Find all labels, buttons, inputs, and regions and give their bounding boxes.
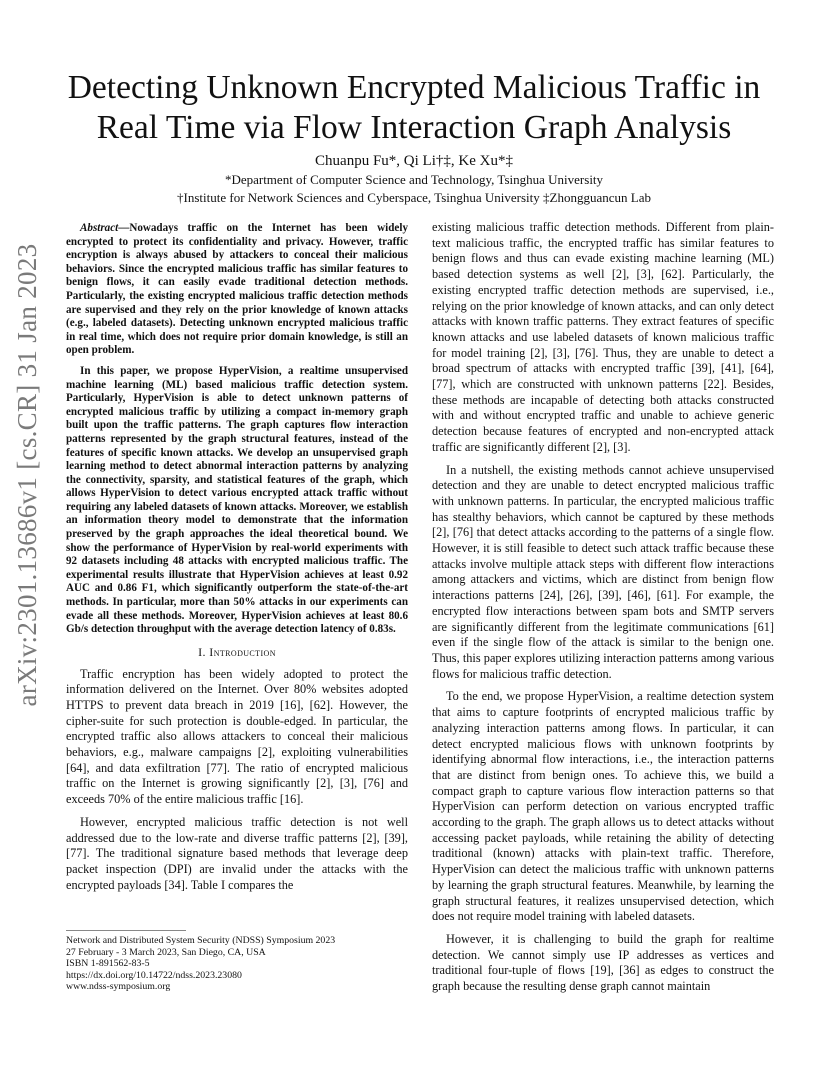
section-heading-introduction: I. Introduction: [198, 644, 276, 659]
footnote: [66, 935, 408, 993]
intro-paragraph-1: Traffic encryption has been widely adopted to protect the information delivered on the Internet. Over 80% websites adopted HTTPS to prevent data breach in 2019 [16], [62]. However, the cipher-suite for such protection is double-edged. In particular, the encrypted traffic also allows attackers to conceal their malicious behaviors, e.g., malware campaigns [2], exploiting vulnerabilities [64], and data exfiltration [77]. The ratio of encrypted malicious traffic on the Internet is growing significantly [2], [3], [76] and exceeds 70% of the entire malicious traffic [16].: [66, 666, 408, 807]
footnote-line: Network and Distributed System Security (NDSS) Symposium 2023: [66, 935, 336, 946]
abstract-paragraph-1: [66, 222, 408, 358]
paper-title: Detecting Unknown Encrypted Malicious Traffic in Real Time via Flow Interaction Graph Analysis: [67, 69, 761, 146]
abstract-lead: Abstract: [80, 222, 119, 234]
footnote-rule: [66, 930, 186, 931]
right-paragraph-2: To the end, we propose HyperVision, a realtime detection system that aims to capture footprints of encrypted malicious traffic by analyzing interaction patterns among flows. In particular, it can detect encrypted malicious flows with unknown footprints by identifying abnormal flow interactions, i.e., the interaction patterns that are distinct from benign ones. To achieve this, we build a compact graph to capture various flow interaction patterns so that HyperVision can perform detection on various encrypted traffic according to the graph. The graph allows us to detect attacks without accessing packet payloads, while retaining the ability of detecting traditional (known) attacks with plain-text traffic. Therefore, HyperVision can detect the malicious traffic with unknown patterns by learning the graph structural features. Meanwhile, by learning the graph structural features, it realizes unsupervised detection, which does not require model training with labeled datasets.: [432, 689, 774, 924]
right-paragraph-1: In a nutshell, the existing methods cannot achieve unsupervised detection and they are unable to detect encrypted malicious traffic with unknown patterns. In particular, the encrypted malicious traffic has stealthy behaviors, which cannot be captured by these methods [2], [76] that detect attacks according to the patterns of a single flow. However, it is still feasible to detect such attack traffic because these attacks involve multiple attack steps with different flow interactions among attackers and victims, which are distinct from benign flow interactions patterns [24], [26], [39], [46], [61]. For example, the encrypted flow interactions between spam bots and SMTP servers are significantly different from the legitimate communications [61] even if the single flow of the attack is similar to the benign one. Thus, this paper explores utilizing interaction patterns among various flows for malicious traffic detection.: [432, 462, 774, 681]
left-column: [66, 222, 408, 900]
abstract-paragraph-2: In this paper, we propose HyperVision, a realtime unsupervised machine learning (ML) based malicious traffic detection system. Particularly, HyperVision is able to detect unknown patterns of encrypted malicious traffic by utilizing a compact in-memory graph built upon the traffic patterns. The graph captures flow interaction patterns represented by the graph structural features, instead of the features of specific known attacks. We develop an unsupervised graph learning method to detect abnormal interaction patterns by analyzing the connectivity, sparsity, and statistical features of the graph, which allows HyperVision to detect various encrypted attack traffic without requiring any labeled datasets of known attacks. Moreover, we establish an information theory model to demonstrate that the information preserved by the graph approaches the ideal theoretical bound. We show the performance of HyperVision by real-world experiments with 92 datasets including 48 attacks with encrypted malicious traffic. The experimental results illustrate that HyperVision achieves at least 0.92 AUC and 0.86 F1, which significantly outperform the state-of-the-art methods. In particular, more than 50% attacks in our experiments can evade all these methods. Moreover, HyperVision achieves at least 80.6 Gb/s detection throughput with the average detection latency of 0.83s.: [66, 364, 408, 636]
author-list: Chuanpu Fu*, Qi Li†‡, Ke Xu*‡: [315, 153, 513, 169]
footnote-line[interactable]: https://dx.doi.org/10.14722/ndss.2023.23080: [66, 969, 242, 981]
footnote-line: 27 February - 3 March 2023, San Diego, CA, USA: [66, 946, 266, 958]
footnote-line[interactable]: www.ndss-symposium.org: [66, 981, 171, 993]
abstract-text-1: —Nowadays traffic on the Internet has been widely encrypted to protect its confidentiality and privacy. However, traffic encryption is always abused by attackers to conceal their malicious behaviors. Since the encrypted malicious traffic has similar features to benign flows, it can easily evade traditional detection methods. Particularly, the existing encrypted malicious traffic detection methods are supervised and they rely on the prior knowledge of known attacks (e.g., labeled datasets). Detecting unknown encrypted malicious traffic in real time, which does not require prior domain knowledge, is still an open problem.: [66, 222, 408, 357]
affiliation-2: †Institute for Network Sciences and Cyberspace, Tsinghua University ‡Zhongguancun Lab: [177, 190, 651, 205]
affiliation-1: *Department of Computer Science and Technology, Tsinghua University: [224, 172, 604, 187]
right-column: [432, 220, 774, 1002]
abstract: [66, 222, 408, 637]
arxiv-side-stamp: arXiv:2301.13686v1 [cs.CR] 31 Jan 2023: [12, 243, 42, 707]
right-paragraph-0: existing malicious traffic detection methods. Different from plain-text malicious traffic, the encrypted traffic has similar features to benign flows and thus can evade existing machine learning (ML) based detection systems as well [2], [3], [62]. Particularly, the existing encrypted traffic detection methods are supervised, i.e., relying on the prior knowledge of known attacks, and can only detect attacks with known traffic patterns. They extract features of specific known attacks and use labeled datasets of known malicious traffic for model training [2], [3], [76]. Thus, they are unable to detect a broad spectrum of attacks with encrypted traffic [39], [41], [64], [77], which are constructed with unknown patterns [22]. Besides, these methods are incapable of detecting both attacks constructed with and without encrypted traffic and unable to achieve generic detection because features of encrypted and non-encrypted attack traffic are significantly different [2], [3].: [432, 220, 774, 454]
intro-paragraph-2: However, encrypted malicious traffic detection is not well addressed due to the low-rate and diverse traffic patterns [2], [39], [77]. The traditional signature based methods that leverage deep packet inspection (DPI) are invalid under the attacks with the encrypted payloads [34]. Table I compares the: [66, 814, 408, 892]
footnote-line: ISBN 1-891562-83-5: [66, 958, 150, 970]
right-paragraph-3: However, it is challenging to build the graph for realtime detection. We cannot simply use IP addresses as vertices and traditional four-tuple of flows [19], [36] as edges to construct the graph because the resulting dense graph cannot maintain: [432, 931, 774, 994]
